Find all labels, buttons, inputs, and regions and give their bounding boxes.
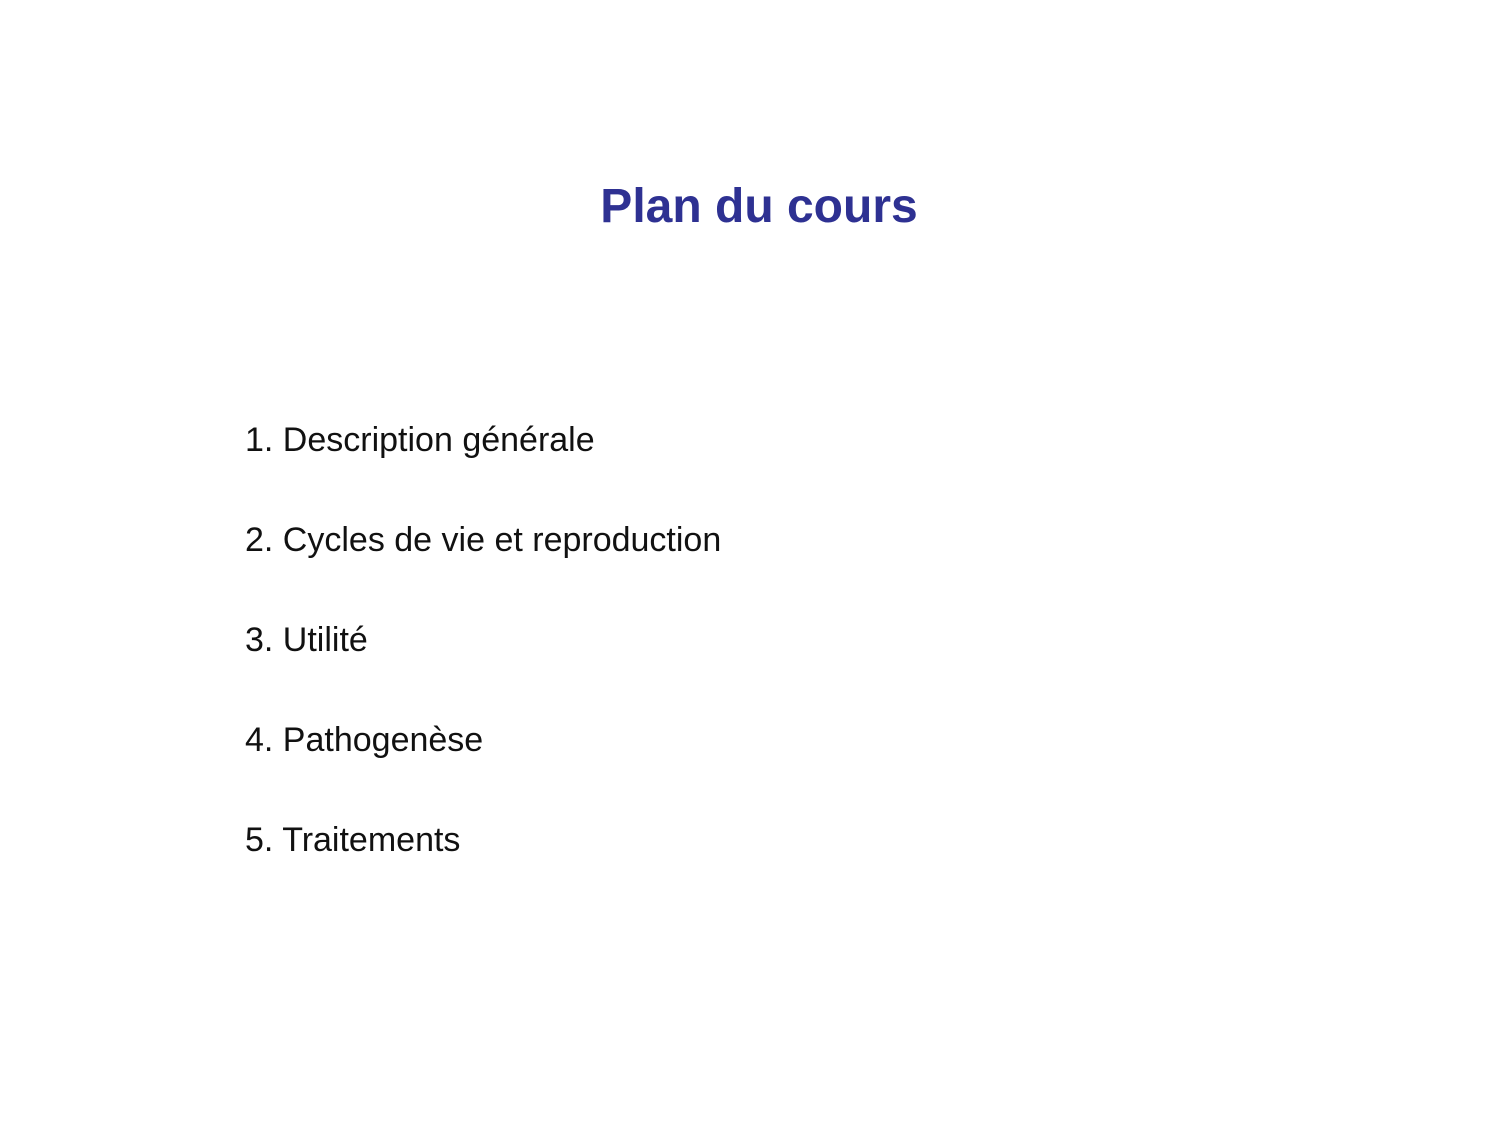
slide-title: Plan du cours: [600, 180, 918, 233]
outline-item: 4. Pathogenèse: [245, 721, 484, 759]
outline-item: 1. Description générale: [245, 421, 595, 459]
outline-item: 3. Utilité: [245, 621, 368, 659]
outline-item: 2. Cycles de vie et reproduction: [245, 521, 722, 559]
course-outline-list: [245, 415, 721, 915]
outline-item: 5. Traitements: [245, 821, 461, 859]
